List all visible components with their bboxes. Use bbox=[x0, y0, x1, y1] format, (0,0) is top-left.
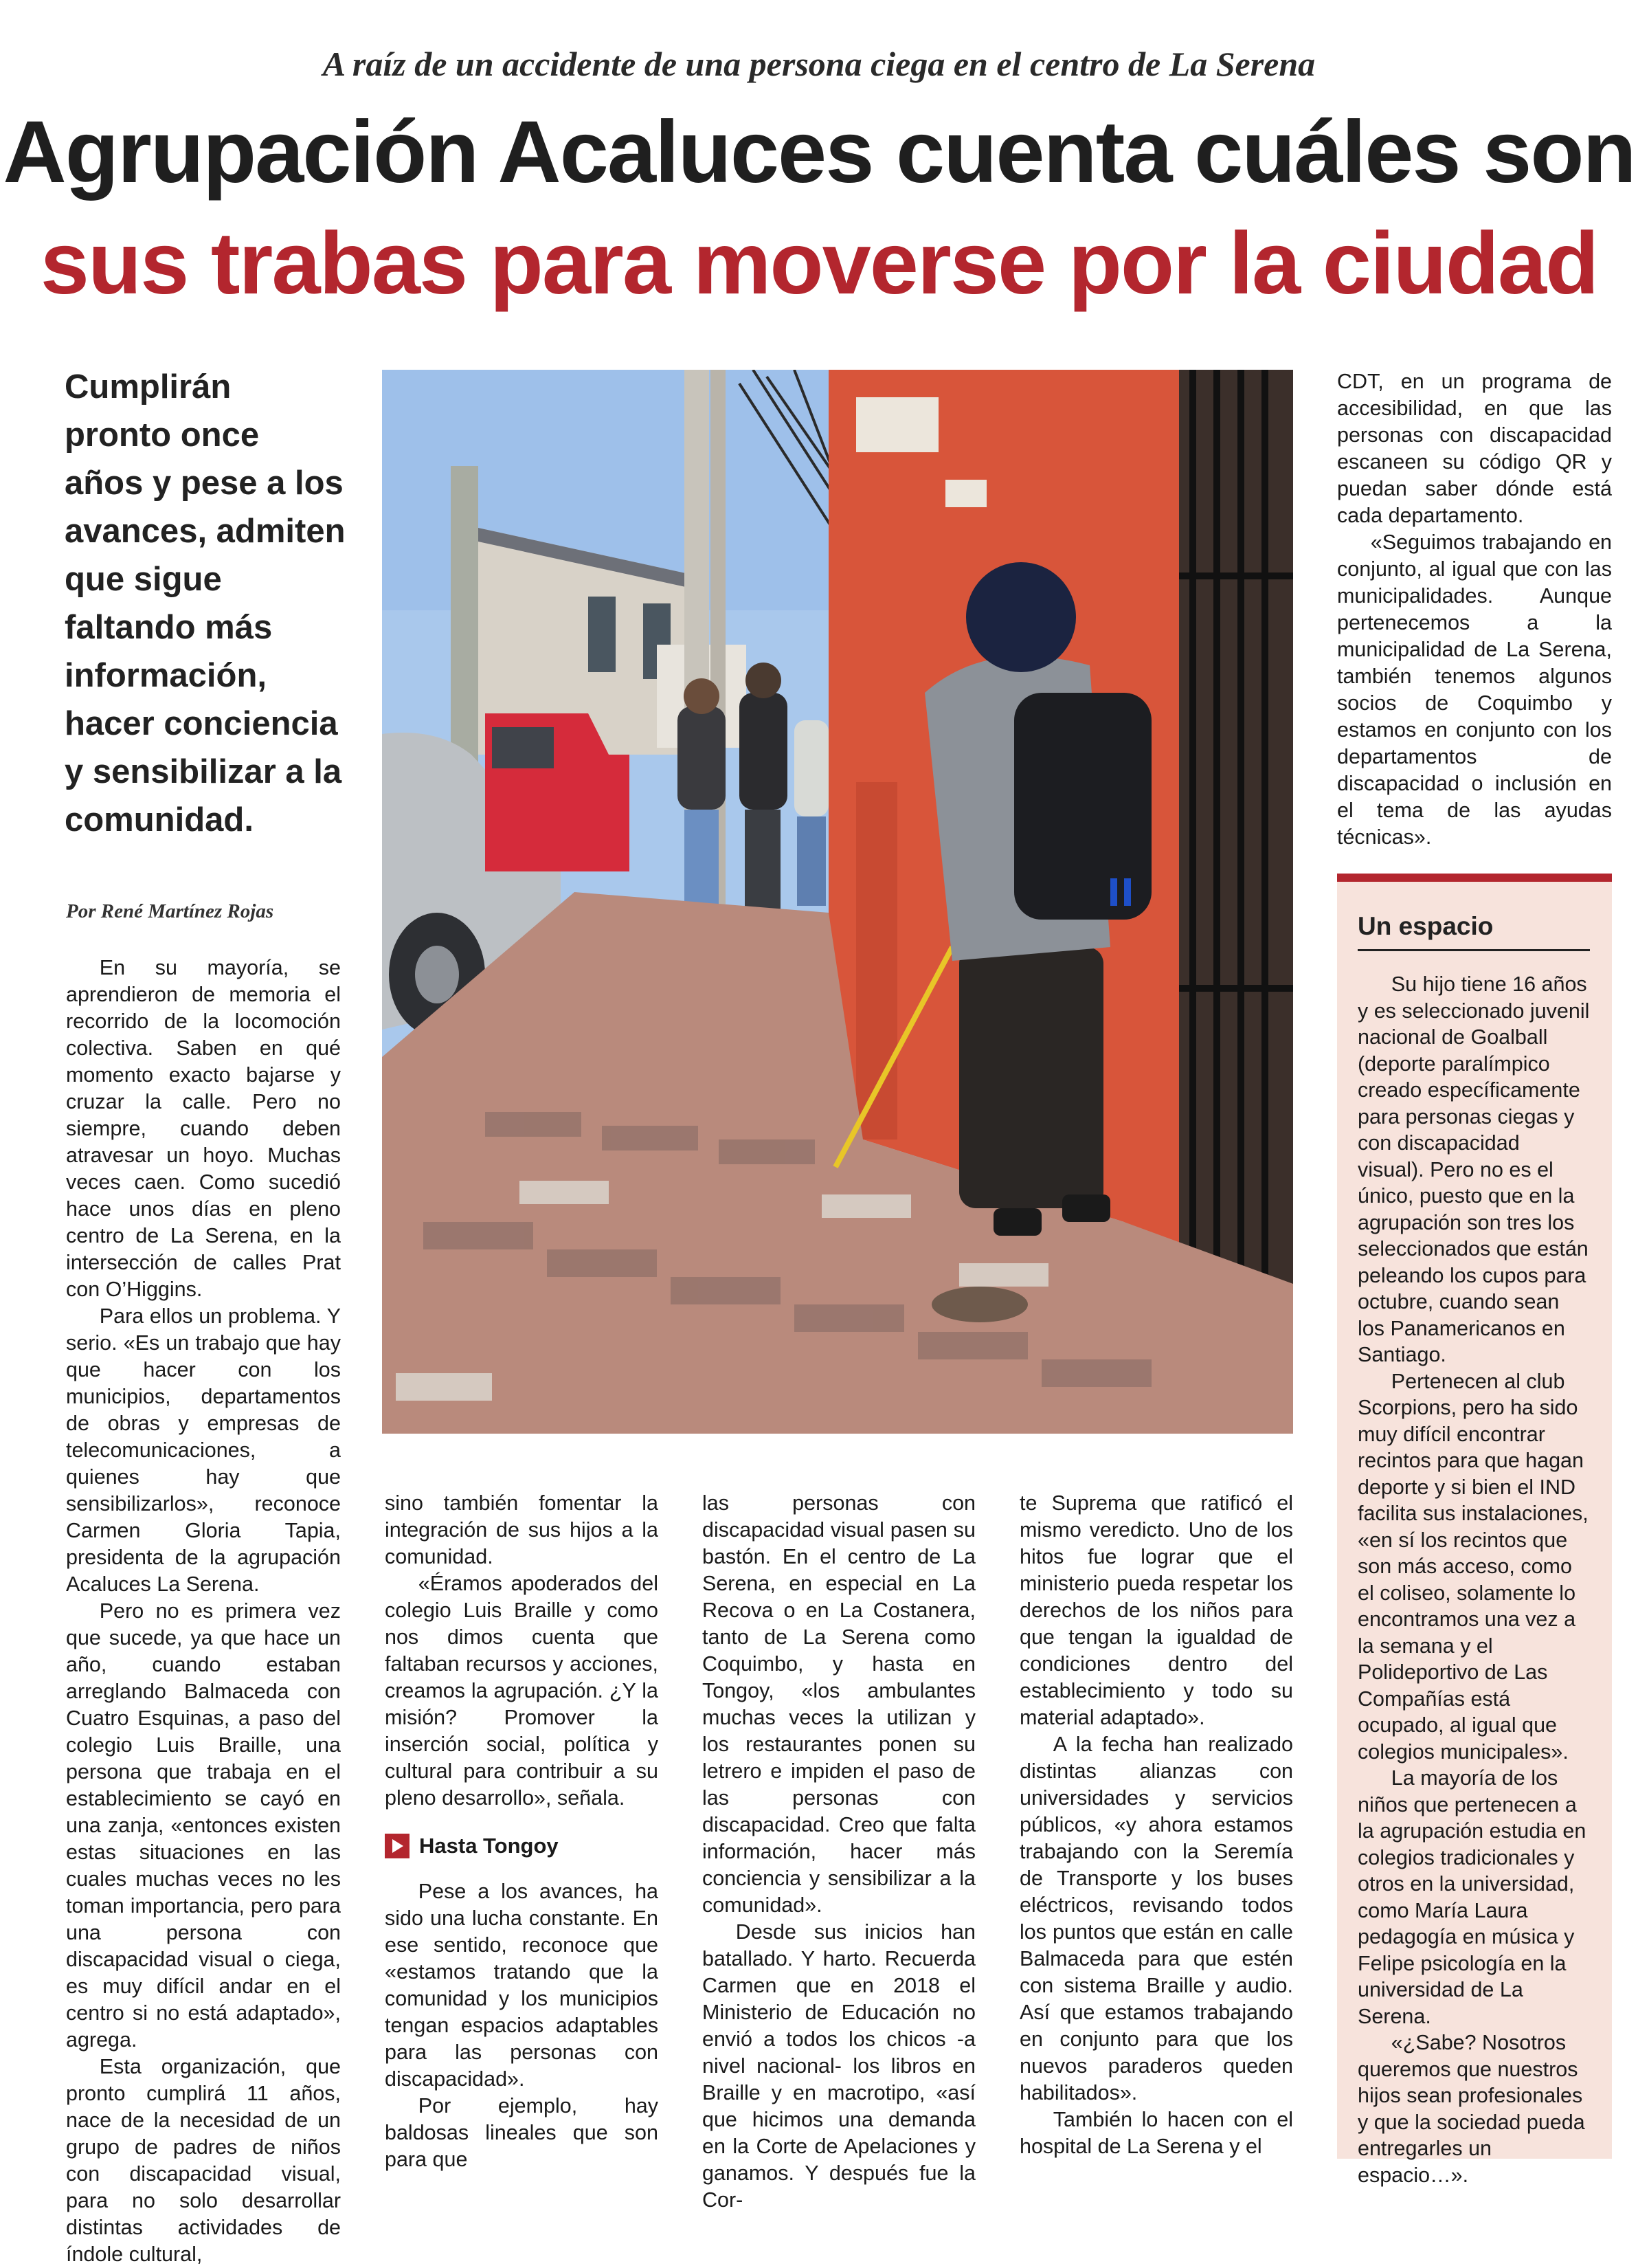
col1-paragraph: Pero no es primera vez que sucede, ya que hace un año, cuando estaban arreglando Balmaceda con Cuatro Esquinas, a paso del colegio Luis Braille, una persona que trabaja en el establecimiento se cayó en una zanja, «entonces existen estas situaciones en las cuales muchas veces no les toman importancia, pero para una persona con discapacidad visual o ciega, es muy difícil andar en el centro si no está adaptado», agrega. bbox=[66, 1599, 341, 2052]
col1-paragraph: Esta organización, que pronto cumplirá 11 años, nace de la necesidad de un grupo de padres de niños con discapacidad visual, para no solo desarrollar distintas actividades de índole cultural, bbox=[66, 2055, 341, 2266]
col1-paragraph: En su mayoría, se aprendieron de memoria el recorrido de la locomoción colectiva. Saben en qué momento exacto bajarse y cruzar la calle. Pero no siempre, cuando deben atravesar un hoyo. Muchas veces caen. Como sucedió hace unos días en pleno centro de La Serena, en la intersección de calles Prat con O’Higgins. bbox=[66, 956, 341, 1301]
photo bbox=[382, 370, 1293, 1434]
headline-line-2: sus trabas para moverse por la ciudad bbox=[40, 214, 1598, 313]
sidebar-paragraph: «¿Sabe? Nosotros queremos que nuestros hijos sean profesionales y que la sociedad pueda entregarles un espacio…». bbox=[1358, 2031, 1585, 2187]
sidebar-paragraph: Su hijo tiene 16 años y es seleccionado juvenil nacional de Goalball (deporte paralímpico creado específicamente para personas ciegas y con discapacidad visual). Pero no es el único, puesto que en la agrupación son tres los seleccionados que están peleando los cupos para octubre, cuando sean los Panamericanos en Santiago. bbox=[1358, 972, 1590, 1366]
col1-paragraph: Para ellos un problema. Y serio. «Es un trabajo que hay que hacer con los municipios, departamentos de obras y empresas de telecomunicaciones, a quienes hay que sensibilizarlos», reconoce Carmen Gloria Tapia, presidenta de la agrupación Acaluces La Serena. bbox=[66, 1304, 341, 1596]
sidebar-title: Un espacio bbox=[1358, 912, 1590, 951]
col2-paragraph: Por ejemplo, hay baldosas lineales que son para que bbox=[385, 2094, 658, 2171]
col3-paragraph: las personas con discapacidad visual pasen su bastón. En el centro de La Serena, en especial en La Recova o en La Costanera, tanto de La Serena como Coquimbo, y hasta en Tongoy, «los ambulantes muchas veces la utilizan y los restaurantes ponen su letrero e impiden el paso de las personas con discapacidad. Creo que falta información, hacer más conciencia y sensibilizar a la comunidad». bbox=[702, 1491, 976, 1917]
col4-paragraph: A la fecha han realizado distintas alianzas con universidades y servicios públicos, «y ahora estamos trabajando con la Seremía de Transporte y los buses eléctricos, revisando todos los puntos que están en calle Balmaceda para que estén con sistema Braille y audio. Así que estamos trabajando en conjunto para que los nuevos paraderos queden habilitados». bbox=[1020, 1733, 1293, 2104]
kicker: A raíz de un accidente de una persona ciega en el centro de La Serena bbox=[322, 45, 1316, 83]
col5-paragraph: «Seguimos trabajando en conjunto, al igual que con las municipalidades. Aunque pertenecemos a la municipalidad de La Serena, también tenemos algunos socios de Coquimbo y estamos en conjunto con los departamentos de discapacidad o inclusión en el tema de las ayudas técnicas». bbox=[1337, 531, 1612, 849]
subhead-hasta-tongoy bbox=[385, 1832, 658, 1859]
body-column-5 bbox=[1337, 368, 1612, 851]
col2-paragraph: sino también fomentar la integración de sus hijos a la comunidad. bbox=[385, 1491, 658, 1568]
lead-paragraph: Cumplirán pronto once años y pese a los avances, admiten que sigue faltando más información, hacer conciencia y sensibilizar a la comunidad. bbox=[65, 368, 346, 838]
col5-paragraph: CDT, en un programa de accesibilidad, en que las personas con discapacidad escaneen su código QR y puedan saber dónde está cada departamento. bbox=[1337, 370, 1612, 527]
col2-paragraph: Pese a los avances, ha sido una lucha constante. En ese sentido, reconoce que «estamos tratando que la comunidad y los municipios tengan espacios adaptables para las personas con discapacidad». bbox=[385, 1880, 658, 2091]
col4-paragraph: te Suprema que ratificó el mismo veredicto. Uno de los hitos fue lograr que el ministerio pueda respetar los derechos de los niños para que tengan la igualdad de condiciones dentro del establecimiento y todo su material adaptado». bbox=[1020, 1491, 1293, 1729]
col2-paragraph: «Éramos apoderados del colegio Luis Braille y como nos dimos cuenta que faltaban recursos y acciones, creamos la agrupación. ¿Y la misión? Promover la inserción social, política y cultural para contribuir a su pleno desarrollo», señala. bbox=[385, 1572, 658, 1810]
sidebar-box bbox=[1337, 874, 1612, 2187]
sidebar-body bbox=[1358, 971, 1591, 2188]
play-triangle-icon bbox=[385, 1834, 410, 1858]
byline: Por René Martínez Rojas bbox=[66, 900, 274, 922]
subhead-label: Hasta Tongoy bbox=[419, 1834, 559, 1858]
body-column-1 bbox=[66, 955, 341, 2268]
sidebar-paragraph: Pertenecen al club Scorpions, pero ha sido muy difícil encontrar recintos para que hagan deporte y si bien el IND facilita sus instalaciones, «en sí los recintos que son más acceso, como el coliseo, solamente lo encontramos una vez a la semana y el Polideportivo de Las Compañías está ocupado, al igual que colegios municipales». bbox=[1358, 1369, 1589, 1764]
col3-paragraph: Desde sus inicios han batallado. Y harto. Recuerda Carmen que en 2018 el Ministerio de Educación no envió a todos los chicos -a nivel nacional- los libros en Braille y en macrotipo, «así que hicimos una demanda en la Corte de Apelaciones y ganamos. Y después fue la Cor- bbox=[702, 1920, 976, 2212]
body-column-2 bbox=[385, 1490, 658, 2173]
col4-paragraph: También lo hacen con el hospital de La Serena y el bbox=[1020, 2108, 1293, 2158]
body-column-3 bbox=[702, 1490, 976, 2214]
headline-line-1: Agrupación Acaluces cuenta cuáles son bbox=[3, 103, 1635, 201]
body-column-4 bbox=[1020, 1490, 1293, 2160]
sidebar-paragraph: La mayoría de los niños que pertenecen a la agrupación estudia en colegios tradicionales y otros en la universidad, como María Laura pedagogía en música y Felipe psicología en la universidad de La Serena. bbox=[1358, 1766, 1586, 2028]
